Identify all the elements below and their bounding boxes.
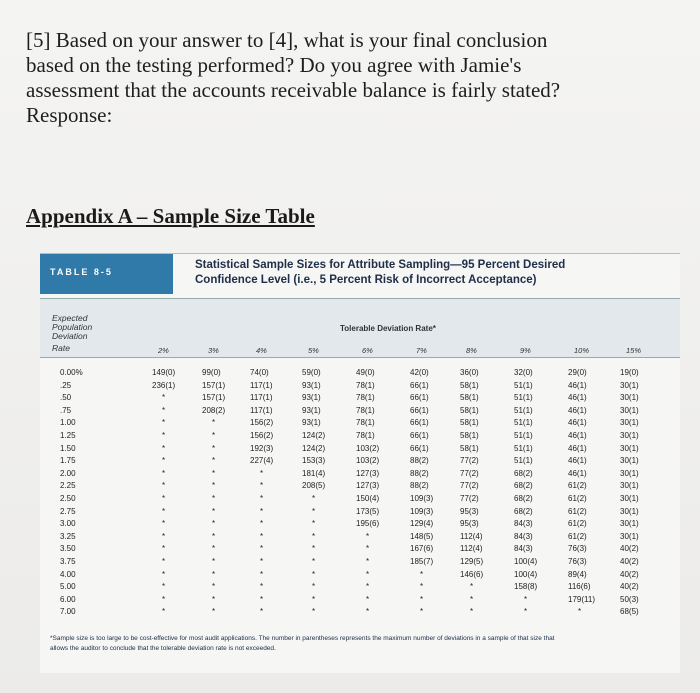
table-cell: * bbox=[312, 594, 316, 604]
table-cell: 192(3) bbox=[250, 443, 274, 453]
table-cell: 109(3) bbox=[410, 494, 434, 503]
table-cell: 46(1) bbox=[568, 405, 587, 415]
table-cell: * bbox=[212, 481, 216, 491]
table-cell: * bbox=[162, 582, 166, 592]
table-cell: 99(0) bbox=[202, 368, 221, 377]
table-cell: 68(2) bbox=[514, 481, 533, 491]
table-cell: 36(0) bbox=[460, 368, 479, 377]
table-cell: 181(4) bbox=[302, 468, 326, 478]
table-cell: 51(1) bbox=[514, 431, 533, 440]
table-cell: 30(1) bbox=[620, 443, 639, 453]
row-header-label: Expected bbox=[52, 313, 88, 323]
table-cell: * bbox=[260, 531, 264, 541]
rate-cell: 2.00 bbox=[60, 468, 76, 478]
table-cell: 46(1) bbox=[568, 380, 587, 390]
table-cell: * bbox=[212, 582, 216, 592]
row-header-label: Population bbox=[52, 322, 93, 332]
table-cell: * bbox=[420, 607, 424, 617]
table-cell: 51(1) bbox=[514, 443, 533, 453]
table-cell: * bbox=[420, 594, 424, 604]
table-cell: * bbox=[420, 582, 424, 592]
table-cell: 77(2) bbox=[460, 456, 479, 466]
table-cell: 236(1) bbox=[152, 380, 176, 390]
table-cell: * bbox=[470, 582, 474, 592]
table-cell: * bbox=[260, 557, 264, 566]
rate-cell: 6.00 bbox=[60, 594, 76, 604]
table-title bbox=[195, 258, 675, 288]
table-cell: 78(1) bbox=[356, 393, 375, 403]
table-cell: * bbox=[212, 531, 216, 541]
table-cell: * bbox=[524, 607, 528, 617]
column-header: 8% bbox=[466, 346, 477, 355]
table-cell: 156(2) bbox=[250, 418, 274, 428]
table-cell: 61(2) bbox=[568, 519, 587, 529]
table-cell: * bbox=[366, 569, 370, 579]
table-cell: 51(1) bbox=[514, 380, 533, 390]
table-cell: * bbox=[212, 431, 216, 440]
table-cell: 74(0) bbox=[250, 368, 269, 377]
table-cell: * bbox=[260, 569, 264, 579]
table-badge: TABLE 8-5 bbox=[40, 254, 173, 294]
table-cell: * bbox=[162, 531, 166, 541]
table-cell: 66(1) bbox=[410, 418, 429, 428]
table-cell: * bbox=[212, 594, 216, 604]
footnote-line: *Sample size is too large to be cost-effective for most audit applications. The number in parentheses represents the maximum number of deviations in a sample of that size that bbox=[50, 635, 555, 642]
table-cell: 30(1) bbox=[620, 519, 639, 529]
table-cell: * bbox=[260, 494, 264, 503]
table-cell: 93(1) bbox=[302, 380, 321, 390]
table-cell: * bbox=[260, 481, 264, 491]
table-cell: * bbox=[162, 468, 166, 478]
table-cell: 77(2) bbox=[460, 481, 479, 491]
table-cell: 19(0) bbox=[620, 368, 639, 377]
table-cell: * bbox=[162, 557, 166, 566]
table-cell: 173(5) bbox=[356, 506, 380, 516]
table-cell: 46(1) bbox=[568, 468, 587, 478]
table-cell: 58(1) bbox=[460, 393, 479, 403]
rate-cell: 3.25 bbox=[60, 531, 76, 541]
table-cell: * bbox=[212, 607, 216, 617]
column-header: 4% bbox=[256, 346, 267, 355]
table-cell: 149(0) bbox=[152, 368, 176, 377]
table-cell: * bbox=[312, 569, 316, 579]
table-cell: * bbox=[312, 557, 316, 566]
table-cell: 40(2) bbox=[620, 544, 639, 554]
table-cell: 66(1) bbox=[410, 443, 429, 453]
rate-cell: .50 bbox=[60, 393, 72, 403]
table-cell: * bbox=[470, 594, 474, 604]
table-cell: 158(8) bbox=[514, 582, 538, 592]
table-cell: 58(1) bbox=[460, 431, 479, 440]
table-cell: 51(1) bbox=[514, 393, 533, 403]
table-cell: 179(11) bbox=[568, 594, 595, 604]
table-cell: 58(1) bbox=[460, 405, 479, 415]
rate-cell: 7.00 bbox=[60, 607, 76, 617]
table-cell: 148(5) bbox=[410, 531, 434, 541]
table-cell: 30(1) bbox=[620, 418, 639, 428]
question-line: assessment that the accounts receivable balance is fairly stated? bbox=[26, 78, 561, 102]
rate-cell: 1.75 bbox=[60, 456, 76, 466]
table-cell: 78(1) bbox=[356, 380, 375, 390]
table-cell: 84(3) bbox=[514, 531, 533, 541]
column-header: 5% bbox=[308, 346, 319, 355]
question-line: [5] Based on your answer to [4], what is your final conclusion bbox=[26, 28, 548, 52]
table-cell: * bbox=[470, 607, 474, 617]
column-header: 10% bbox=[574, 346, 590, 355]
sample-size-table bbox=[40, 253, 680, 673]
table-cell: 77(2) bbox=[460, 494, 479, 503]
row-header-label: Deviation bbox=[52, 331, 88, 341]
table-cell: * bbox=[260, 607, 264, 617]
table-cell: * bbox=[260, 594, 264, 604]
table-cell: 93(1) bbox=[302, 405, 321, 415]
tolerable-rate-header: Tolerable Deviation Rate* bbox=[340, 324, 436, 333]
table-cell: 95(3) bbox=[460, 506, 479, 516]
column-header: 6% bbox=[362, 346, 373, 355]
table-cell: * bbox=[260, 468, 264, 478]
table-cell: 46(1) bbox=[568, 443, 587, 453]
table-cell: * bbox=[260, 544, 264, 554]
table-cell: 66(1) bbox=[410, 431, 429, 440]
table-cell: 50(3) bbox=[620, 594, 639, 604]
table-title-line: Statistical Sample Sizes for Attribute Sampling—95 Percent Desired bbox=[195, 259, 566, 271]
table-cell: 40(2) bbox=[620, 582, 639, 592]
rate-cell: 3.75 bbox=[60, 557, 76, 566]
table-cell: 124(2) bbox=[302, 431, 326, 440]
table-cell: 30(1) bbox=[620, 468, 639, 478]
table-cell: 112(4) bbox=[460, 544, 483, 554]
rate-cell: 2.50 bbox=[60, 494, 76, 503]
question-line: based on the testing performed? Do you agree with Jamie's bbox=[26, 53, 522, 77]
column-header: 15% bbox=[626, 346, 642, 355]
table-cell: 68(2) bbox=[514, 506, 533, 516]
table-cell: 157(1) bbox=[202, 380, 226, 390]
table-cell: 30(1) bbox=[620, 405, 639, 415]
table-cell: 68(5) bbox=[620, 607, 639, 617]
column-header: 3% bbox=[208, 346, 219, 355]
table-cell: 76(3) bbox=[568, 544, 587, 554]
table-cell: * bbox=[260, 519, 264, 529]
column-header: 9% bbox=[520, 346, 531, 355]
table-cell: 46(1) bbox=[568, 418, 587, 428]
appendix-title: Appendix A – Sample Size Table bbox=[26, 204, 315, 228]
table-cell: 227(4) bbox=[250, 456, 274, 466]
table-cell: * bbox=[212, 544, 216, 554]
table-cell: 46(1) bbox=[568, 456, 587, 466]
table-cell: * bbox=[312, 506, 316, 516]
table-cell: 84(3) bbox=[514, 519, 533, 529]
table-cell: 61(2) bbox=[568, 506, 587, 516]
table-cell: 157(1) bbox=[202, 393, 226, 403]
table-cell: 42(0) bbox=[410, 368, 429, 377]
table-cell: * bbox=[524, 594, 528, 604]
table-cell: * bbox=[312, 494, 316, 503]
table-cell: * bbox=[312, 607, 316, 617]
table-cell: 167(6) bbox=[410, 544, 434, 554]
table-cell: * bbox=[162, 431, 166, 440]
footnote-line: allows the auditor to conclude that the tolerable deviation rate is not exceeded. bbox=[50, 645, 276, 652]
rate-cell: 3.50 bbox=[60, 544, 76, 554]
table-cell: * bbox=[366, 582, 370, 592]
table-cell: 30(1) bbox=[620, 531, 639, 541]
table-cell: 124(2) bbox=[302, 443, 326, 453]
table-cell: 109(3) bbox=[410, 506, 434, 516]
table-cell: 78(1) bbox=[356, 405, 375, 415]
table-cell: * bbox=[366, 607, 370, 617]
table-cell: 66(1) bbox=[410, 380, 429, 390]
table-cell: 51(1) bbox=[514, 456, 533, 466]
table-cell: 58(1) bbox=[460, 443, 479, 453]
table-cell: 129(5) bbox=[460, 557, 484, 566]
table-cell: 76(3) bbox=[568, 557, 587, 566]
table-cell: 66(1) bbox=[410, 405, 429, 415]
table-cell: 100(4) bbox=[514, 557, 538, 566]
table-cell: 61(2) bbox=[568, 494, 587, 503]
table-cell: 208(5) bbox=[302, 481, 326, 491]
table-cell: * bbox=[212, 468, 216, 478]
table-cell: 30(1) bbox=[620, 481, 639, 491]
table-cell: * bbox=[162, 481, 166, 491]
table-cell: 30(1) bbox=[620, 380, 639, 390]
table-cell: 153(3) bbox=[302, 456, 326, 466]
table-cell: 195(6) bbox=[356, 519, 380, 529]
table-cell: 30(1) bbox=[620, 494, 639, 503]
table-cell: 150(4) bbox=[356, 494, 380, 503]
question-block bbox=[26, 28, 686, 128]
table-cell: 84(3) bbox=[514, 544, 533, 554]
table-cell: 78(1) bbox=[356, 418, 375, 428]
table-cell: 117(1) bbox=[250, 380, 273, 390]
table-cell: 88(2) bbox=[410, 456, 429, 466]
table-cell: 40(2) bbox=[620, 557, 639, 566]
table-cell: 30(1) bbox=[620, 506, 639, 516]
table-cell: * bbox=[162, 443, 166, 453]
table-cell: * bbox=[162, 544, 166, 554]
table-cell: 93(1) bbox=[302, 393, 321, 403]
table-cell: * bbox=[578, 607, 582, 617]
table-cell: * bbox=[212, 456, 216, 466]
table-cell: 30(1) bbox=[620, 456, 639, 466]
table-cell: 30(1) bbox=[620, 393, 639, 403]
table-cell: 117(1) bbox=[250, 393, 273, 403]
table-cell: 127(3) bbox=[356, 468, 380, 478]
table-cell: * bbox=[366, 544, 370, 554]
table-cell: 66(1) bbox=[410, 393, 429, 403]
table-cell: * bbox=[162, 594, 166, 604]
table-cell: 103(2) bbox=[356, 443, 380, 453]
table-cell: * bbox=[162, 405, 166, 415]
table-cell: * bbox=[312, 544, 316, 554]
table-cell: 68(2) bbox=[514, 468, 533, 478]
table-cell: * bbox=[162, 607, 166, 617]
table-cell: 185(7) bbox=[410, 557, 434, 566]
table-cell: * bbox=[162, 519, 166, 529]
table-cell: 146(6) bbox=[460, 569, 484, 579]
table-cell: * bbox=[212, 443, 216, 453]
table-cell: 93(1) bbox=[302, 418, 321, 428]
table-cell: * bbox=[212, 519, 216, 529]
table-cell: 51(1) bbox=[514, 418, 533, 428]
table-cell: * bbox=[212, 494, 216, 503]
response-label: Response: bbox=[26, 103, 113, 127]
table-cell: 88(2) bbox=[410, 468, 429, 478]
table-cell: 29(0) bbox=[568, 368, 587, 377]
table-cell: * bbox=[162, 569, 166, 579]
table-cell: * bbox=[260, 582, 264, 592]
table-cell: 58(1) bbox=[460, 418, 479, 428]
rate-cell: .75 bbox=[60, 405, 72, 415]
table-cell: 77(2) bbox=[460, 468, 479, 478]
rate-cell: 2.75 bbox=[60, 506, 76, 516]
table-cell: 95(3) bbox=[460, 519, 479, 529]
table-cell: * bbox=[312, 519, 316, 529]
table-cell: * bbox=[212, 418, 216, 428]
table-cell: * bbox=[312, 582, 316, 592]
table-cell: 68(2) bbox=[514, 494, 533, 503]
table-cell: 208(2) bbox=[202, 405, 226, 415]
table-cell: * bbox=[420, 569, 424, 579]
table-cell: 46(1) bbox=[568, 393, 587, 403]
rate-cell: 4.00 bbox=[60, 569, 76, 579]
table-cell: 58(1) bbox=[460, 380, 479, 390]
rate-cell: .25 bbox=[60, 380, 72, 390]
rate-cell: 0.00% bbox=[60, 368, 83, 377]
rate-cell: 1.00 bbox=[60, 418, 76, 428]
table-cell: 103(2) bbox=[356, 456, 380, 466]
table-cell: 100(4) bbox=[514, 569, 538, 579]
table-cell: 49(0) bbox=[356, 368, 375, 377]
table-cell: 78(1) bbox=[356, 431, 375, 440]
table-cell: 30(1) bbox=[620, 431, 639, 440]
table-cell: * bbox=[366, 594, 370, 604]
table-cell: 117(1) bbox=[250, 405, 273, 415]
row-header-label: Rate bbox=[52, 343, 70, 353]
table-title-line: Confidence Level (i.e., 5 Percent Risk of Incorrect Acceptance) bbox=[195, 274, 537, 286]
table-cell: 89(4) bbox=[568, 569, 587, 579]
table-cell: 61(2) bbox=[568, 531, 587, 541]
column-header: 2% bbox=[158, 346, 169, 355]
table-cell: 156(2) bbox=[250, 431, 274, 440]
table-cell: 40(2) bbox=[620, 569, 639, 579]
footnote bbox=[50, 634, 680, 654]
table-cell: * bbox=[162, 418, 166, 428]
table-cell: * bbox=[162, 494, 166, 503]
table-cell: 61(2) bbox=[568, 481, 587, 491]
table-cell: * bbox=[212, 557, 216, 566]
rate-cell: 1.50 bbox=[60, 443, 76, 453]
table-cell: 129(4) bbox=[410, 519, 434, 529]
table-cell: * bbox=[366, 531, 370, 541]
rate-cell: 1.25 bbox=[60, 431, 76, 440]
table-cell: 51(1) bbox=[514, 405, 533, 415]
table-cell: 112(4) bbox=[460, 531, 483, 541]
table-cell: * bbox=[212, 569, 216, 579]
table-cell: 116(6) bbox=[568, 582, 591, 592]
table-cell: * bbox=[366, 557, 370, 566]
rate-cell: 5.00 bbox=[60, 582, 76, 592]
column-header: 7% bbox=[416, 346, 427, 355]
table-cell: * bbox=[212, 506, 216, 516]
table-cell: * bbox=[260, 506, 264, 516]
table-cell: * bbox=[162, 456, 166, 466]
table-cell: * bbox=[162, 506, 166, 516]
rate-cell: 3.00 bbox=[60, 519, 76, 529]
table-cell: 59(0) bbox=[302, 368, 321, 377]
table-cell: * bbox=[162, 393, 166, 403]
table-cell: 32(0) bbox=[514, 368, 533, 377]
rate-cell: 2.25 bbox=[60, 481, 76, 491]
table-cell: 127(3) bbox=[356, 481, 380, 491]
table-cell: 88(2) bbox=[410, 481, 429, 491]
table-cell: 46(1) bbox=[568, 431, 587, 440]
table-cell: * bbox=[312, 531, 316, 541]
